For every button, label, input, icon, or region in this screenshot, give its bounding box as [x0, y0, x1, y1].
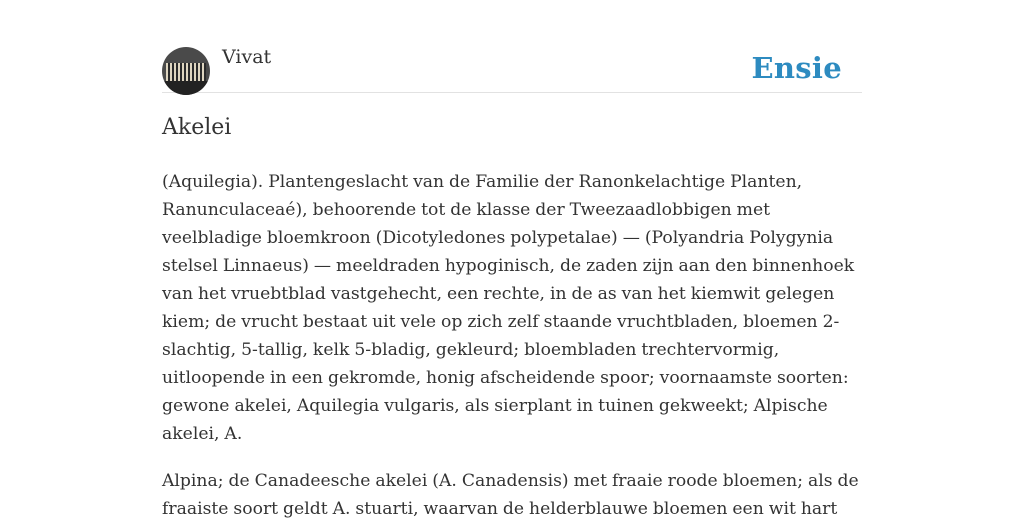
brand-logo[interactable]: Ensie [751, 51, 842, 85]
avatar-image [166, 63, 206, 81]
article-paragraph: Alpina; de Canadeesche akelei (A. Canadensis) met fraaie roode bloemen; als de fraaiste soort geldt A. stuarti, waarvan de helderblauwe bloemen een wit hart [162, 471, 859, 519]
article-paragraph: (Aquilegia). Plantengeslacht van de Familie der Ranonkelachtige Planten, Ranunculaceaé), behoorende tot de klasse der Tweezaadlobbigen met veelbladige bloemkroon (Dicotyledones polypetalae) — (Polyandria Polygynia stelsel Linnaeus) — meeldraden hypoginisch, de zaden zijn aan den binnenhoek van het vruebtblad vastgehecht, een rechte, in de as van het kiemwit gelegen kiem; de vrucht bestaat uit vele op zich zelf staande vruchtbladen, bloemen 2-slachtig, 5-tallig, kelk 5-bladig, gekleurd; bloembladen trechtervormig, uitloopende in een gekromde, honig afscheidende spoor; voornaamste soorten: gewone akelei, Aquilegia vulgaris, als sierplant in tuinen gekweekt; Alpische akelei, A. [162, 172, 855, 444]
author-name[interactable]: Vivat [222, 46, 272, 68]
page-container [162, 0, 862, 519]
header [162, 0, 862, 93]
avatar[interactable] [162, 47, 210, 95]
article-title: Akelei [162, 115, 232, 140]
